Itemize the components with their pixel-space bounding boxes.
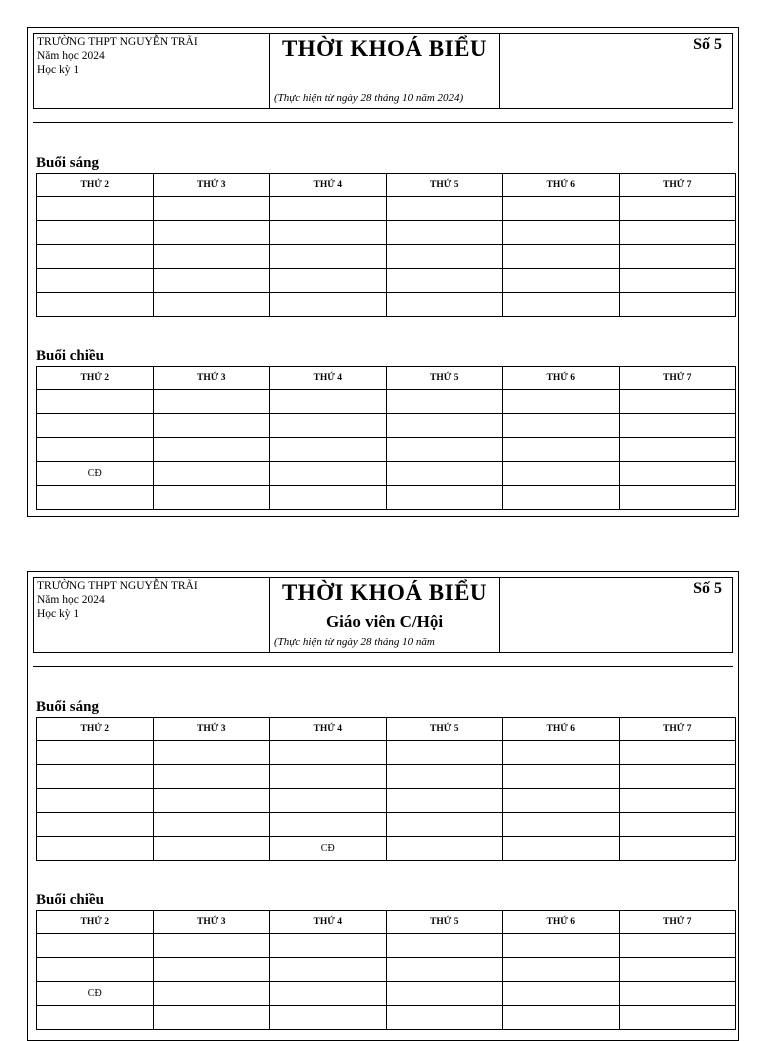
- afternoon-session-label: Buổi chiều: [36, 348, 104, 364]
- table-cell: [37, 390, 154, 414]
- table-row: [37, 390, 736, 414]
- table-cell: [37, 245, 154, 269]
- table-cell: [37, 414, 154, 438]
- table-cell: [503, 462, 620, 486]
- table-cell: [503, 269, 620, 293]
- table-cell: [37, 958, 154, 982]
- table-cell: [619, 958, 736, 982]
- day-header: THỨ 4: [270, 911, 387, 934]
- table-cell: [37, 293, 154, 317]
- table-cell: [386, 390, 503, 414]
- table-cell: [503, 390, 620, 414]
- table-cell: [503, 197, 620, 221]
- table-row: [37, 958, 736, 982]
- table-row: [37, 293, 736, 317]
- table-row: [37, 765, 736, 789]
- page-title: THỜI KHOÁ BIỂU: [281, 580, 488, 605]
- table-row: [37, 741, 736, 765]
- table-cell: [503, 293, 620, 317]
- table-cell: [386, 741, 503, 765]
- table-cell: [153, 245, 270, 269]
- page-title: THỜI KHOÁ BIỂU: [281, 36, 488, 61]
- day-header: THỨ 6: [503, 911, 620, 934]
- day-header: THỨ 3: [153, 718, 270, 741]
- afternoon-timetable: [36, 910, 736, 1030]
- table-cell: [37, 1006, 154, 1030]
- table-cell: [386, 958, 503, 982]
- table-cell: [270, 245, 387, 269]
- sheet-header: [33, 33, 733, 109]
- day-header: THỨ 7: [619, 718, 736, 741]
- table-cell: [619, 293, 736, 317]
- day-header: THỨ 5: [386, 174, 503, 197]
- table-cell: [270, 438, 387, 462]
- table-cell: [619, 390, 736, 414]
- table-cell: [619, 462, 736, 486]
- morning-timetable: [36, 717, 736, 861]
- table-cell: [386, 486, 503, 510]
- table-cell: [503, 414, 620, 438]
- table-cell: [503, 221, 620, 245]
- day-header: THỨ 5: [386, 718, 503, 741]
- sheet-header: [33, 577, 733, 653]
- afternoon-session-label: Buổi chiều: [36, 892, 104, 908]
- table-cell: [386, 269, 503, 293]
- table-row: [37, 486, 736, 510]
- table-cell: [619, 197, 736, 221]
- school-name: TRƯỜNG THPT NGUYỄN TRÃI: [37, 580, 198, 592]
- table-cell: [270, 390, 387, 414]
- table-cell: [270, 958, 387, 982]
- morning-timetable: [36, 173, 736, 317]
- day-header: THỨ 6: [503, 367, 620, 390]
- table-row: [37, 269, 736, 293]
- table-row: [37, 462, 736, 486]
- table-cell: [270, 934, 387, 958]
- table-cell: [619, 789, 736, 813]
- table-cell: [503, 1006, 620, 1030]
- table-cell: [386, 813, 503, 837]
- table-cell: [270, 1006, 387, 1030]
- table-row: [37, 245, 736, 269]
- table-cell: [37, 934, 154, 958]
- table-cell: [153, 269, 270, 293]
- day-header: THỨ 7: [619, 367, 736, 390]
- table-cell: [270, 982, 387, 1006]
- table-cell: [153, 813, 270, 837]
- table-cell: [503, 958, 620, 982]
- timetable-number: Số 5: [693, 36, 722, 53]
- semester: Học kỳ 1: [37, 608, 80, 620]
- table-cell: [503, 438, 620, 462]
- table-cell: [503, 789, 620, 813]
- day-header: THỨ 4: [270, 174, 387, 197]
- table-row: [37, 414, 736, 438]
- table-row: [37, 438, 736, 462]
- table-cell: [270, 221, 387, 245]
- table-cell: [619, 486, 736, 510]
- table-cell: [386, 293, 503, 317]
- table-cell: [619, 741, 736, 765]
- day-header-row: [37, 911, 736, 934]
- table-cell: [270, 765, 387, 789]
- table-cell: [386, 982, 503, 1006]
- table-cell: [153, 221, 270, 245]
- day-header: THỨ 2: [37, 718, 154, 741]
- table-cell: [503, 245, 620, 269]
- table-cell: [503, 982, 620, 1006]
- timetable-sheet-2: [27, 571, 739, 1041]
- table-cell: [37, 789, 154, 813]
- table-row: [37, 837, 736, 861]
- table-cell: [503, 813, 620, 837]
- table-cell: [153, 293, 270, 317]
- divider: [33, 666, 733, 667]
- table-row: [37, 197, 736, 221]
- table-cell: [270, 293, 387, 317]
- day-header: THỨ 6: [503, 174, 620, 197]
- table-row: [37, 789, 736, 813]
- day-header: THỨ 2: [37, 367, 154, 390]
- school-info: [34, 34, 269, 108]
- table-cell: [619, 837, 736, 861]
- table-cell: [619, 245, 736, 269]
- effective-date: (Thực hiện từ ngày 28 tháng 10 năm 2024): [274, 92, 464, 104]
- table-cell: [386, 438, 503, 462]
- day-header: THỨ 3: [153, 174, 270, 197]
- table-cell: [503, 765, 620, 789]
- number-block: [498, 578, 732, 652]
- table-cell: [37, 486, 154, 510]
- table-cell: [153, 982, 270, 1006]
- table-cell: [503, 486, 620, 510]
- table-cell: [270, 462, 387, 486]
- table-cell: [619, 934, 736, 958]
- table-cell: CĐ: [270, 837, 387, 861]
- day-header: THỨ 2: [37, 911, 154, 934]
- table-cell: [619, 269, 736, 293]
- effective-date: (Thực hiện từ ngày 28 tháng 10 năm: [274, 636, 435, 648]
- timetable-number: Số 5: [693, 580, 722, 597]
- teacher-subtitle: Giáo viên C/Hội: [325, 612, 444, 631]
- table-cell: [270, 414, 387, 438]
- number-block: [498, 34, 732, 108]
- table-cell: [619, 765, 736, 789]
- day-header: THỨ 3: [153, 911, 270, 934]
- table-cell: CĐ: [37, 462, 154, 486]
- morning-session-label: Buổi sáng: [36, 155, 99, 171]
- table-cell: [386, 934, 503, 958]
- day-header: THỨ 7: [619, 911, 736, 934]
- table-row: [37, 982, 736, 1006]
- school-info: [34, 578, 269, 652]
- day-header: THỨ 5: [386, 367, 503, 390]
- table-cell: [619, 1006, 736, 1030]
- day-header: THỨ 4: [270, 718, 387, 741]
- day-header: THỨ 4: [270, 367, 387, 390]
- table-cell: [153, 958, 270, 982]
- table-cell: [153, 390, 270, 414]
- table-cell: [153, 197, 270, 221]
- table-cell: [619, 221, 736, 245]
- day-header-row: [37, 367, 736, 390]
- day-header-row: [37, 174, 736, 197]
- table-cell: [503, 837, 620, 861]
- table-cell: [503, 934, 620, 958]
- table-cell: [153, 837, 270, 861]
- morning-session-label: Buổi sáng: [36, 699, 99, 715]
- table-cell: [37, 438, 154, 462]
- table-row: [37, 934, 736, 958]
- table-cell: CĐ: [37, 982, 154, 1006]
- table-cell: [37, 765, 154, 789]
- table-cell: [270, 486, 387, 510]
- table-cell: [37, 197, 154, 221]
- table-row: [37, 813, 736, 837]
- table-cell: [153, 438, 270, 462]
- table-cell: [386, 765, 503, 789]
- school-year: Năm học 2024: [37, 50, 105, 62]
- table-cell: [503, 741, 620, 765]
- table-cell: [37, 741, 154, 765]
- table-cell: [619, 414, 736, 438]
- table-cell: [153, 462, 270, 486]
- table-cell: [386, 837, 503, 861]
- table-cell: [270, 197, 387, 221]
- title-block: [269, 34, 500, 108]
- table-cell: [37, 837, 154, 861]
- table-cell: [153, 741, 270, 765]
- table-cell: [386, 789, 503, 813]
- table-cell: [386, 414, 503, 438]
- table-cell: [386, 245, 503, 269]
- table-cell: [153, 934, 270, 958]
- table-cell: [153, 414, 270, 438]
- table-cell: [37, 813, 154, 837]
- day-header: THỨ 7: [619, 174, 736, 197]
- table-cell: [386, 221, 503, 245]
- table-cell: [619, 982, 736, 1006]
- table-cell: [270, 269, 387, 293]
- table-cell: [153, 789, 270, 813]
- day-header: THỨ 3: [153, 367, 270, 390]
- table-row: [37, 1006, 736, 1030]
- table-cell: [153, 1006, 270, 1030]
- day-header: THỨ 6: [503, 718, 620, 741]
- table-cell: [386, 197, 503, 221]
- day-header: THỨ 2: [37, 174, 154, 197]
- title-block: [269, 578, 500, 652]
- table-cell: [153, 765, 270, 789]
- table-cell: [270, 789, 387, 813]
- table-cell: [386, 462, 503, 486]
- school-year: Năm học 2024: [37, 594, 105, 606]
- table-cell: [153, 486, 270, 510]
- day-header: THỨ 5: [386, 911, 503, 934]
- semester: Học kỳ 1: [37, 64, 80, 76]
- afternoon-timetable: [36, 366, 736, 510]
- table-cell: [619, 438, 736, 462]
- table-row: [37, 221, 736, 245]
- table-cell: [270, 813, 387, 837]
- table-cell: [270, 741, 387, 765]
- school-name: TRƯỜNG THPT NGUYỄN TRÃI: [37, 36, 198, 48]
- timetable-sheet-1: [27, 27, 739, 517]
- table-cell: [37, 269, 154, 293]
- table-cell: [386, 1006, 503, 1030]
- table-cell: [37, 221, 154, 245]
- day-header-row: [37, 718, 736, 741]
- divider: [33, 122, 733, 123]
- table-cell: [619, 813, 736, 837]
